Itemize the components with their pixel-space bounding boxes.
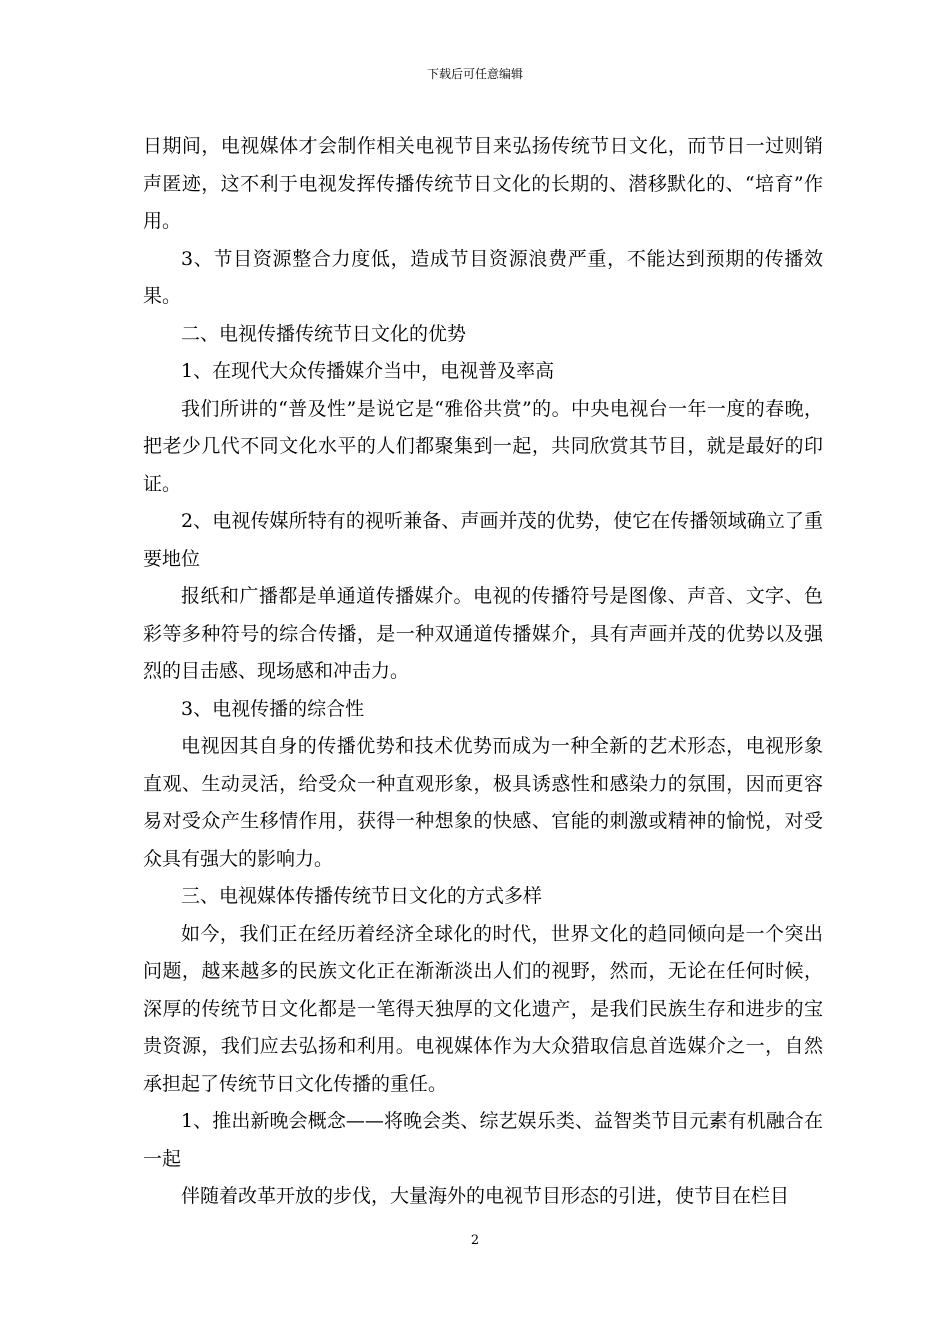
subheading-3-1: 1、推出新晚会概念——将晚会类、综艺娱乐类、益智类节目元素有机融合在一起 (143, 1110, 823, 1170)
subheading-2-2: 2、电视传媒所特有的视听兼备、声画并茂的优势，使它在传播领域确立了重要地位 (143, 510, 823, 570)
page-number: 2 (470, 1233, 480, 1248)
paragraph-1: 日期间，电视媒体才会制作相关电视节目来弘扬传统节日文化，而节日一过则销声匿迹，这不利于电视发挥传播传统节日文化的长期的、潜移默化的、“培育”作用。 (143, 135, 823, 232)
paragraph-13: 伴随着改革开放的步伐，大量海外的电视节目形态的引进，使节目在栏目 (181, 1185, 790, 1207)
paragraph-11: 如今，我们正在经历着经济全球化的时代，世界文化的趋同倾向是一个突出问题，越来越多的民族文化正在渐渐淡出人们的视野，然而，无论在任何时候，深厚的传统节日文化都是一笔得天独厚的文化遗产，是我们民族生存和进步的宝贵资源，我们应去弘扬和利用。电视媒体作为大众猎取信息首选媒介之一，自然承担起了传统节日文化传播的重任。 (143, 922, 823, 1095)
section-heading-2: 二、电视传播传统节日文化的优势 (181, 322, 467, 345)
paragraph-7: 报纸和广播都是单通道传播媒介。电视的传播符号是图像、声音、文字、色彩等多种符号的综合传播，是一种双通道传播媒介，具有声画并茂的优势以及强烈的目击感、现场感和冲击力。 (143, 585, 823, 682)
subheading-2-3: 3、电视传播的综合性 (181, 697, 365, 720)
document-body (143, 128, 823, 1216)
section-heading-3: 三、电视媒体传播传统节日文化的方式多样 (181, 885, 543, 907)
page-header: 下载后可任意编辑 (426, 67, 523, 81)
paragraph-2: 3、节目资源整合力度低，造成节目资源浪费严重，不能达到预期的传播效果。 (143, 247, 823, 307)
paragraph-5: 我们所讲的“普及性”是说它是“雅俗共赏”的。中央电视台一年一度的春晚，把老少几代不同文化水平的人们都聚集到一起，共同欣赏其节目，就是最好的印证。 (143, 397, 823, 495)
paragraph-9: 电视因其自身的传播优势和技术优势而成为一种全新的艺术形态，电视形象直观、生动灵活，给受众一种直观形象，极具诱惑性和感染力的氛围，因而更容易对受众产生移情作用，获得一种想象的快感、官能的刺激或精神的愉悦，对受众具有强大的影响力。 (143, 735, 823, 870)
subheading-2-1: 1、在现代大众传播媒介当中，电视普及率高 (181, 360, 555, 382)
